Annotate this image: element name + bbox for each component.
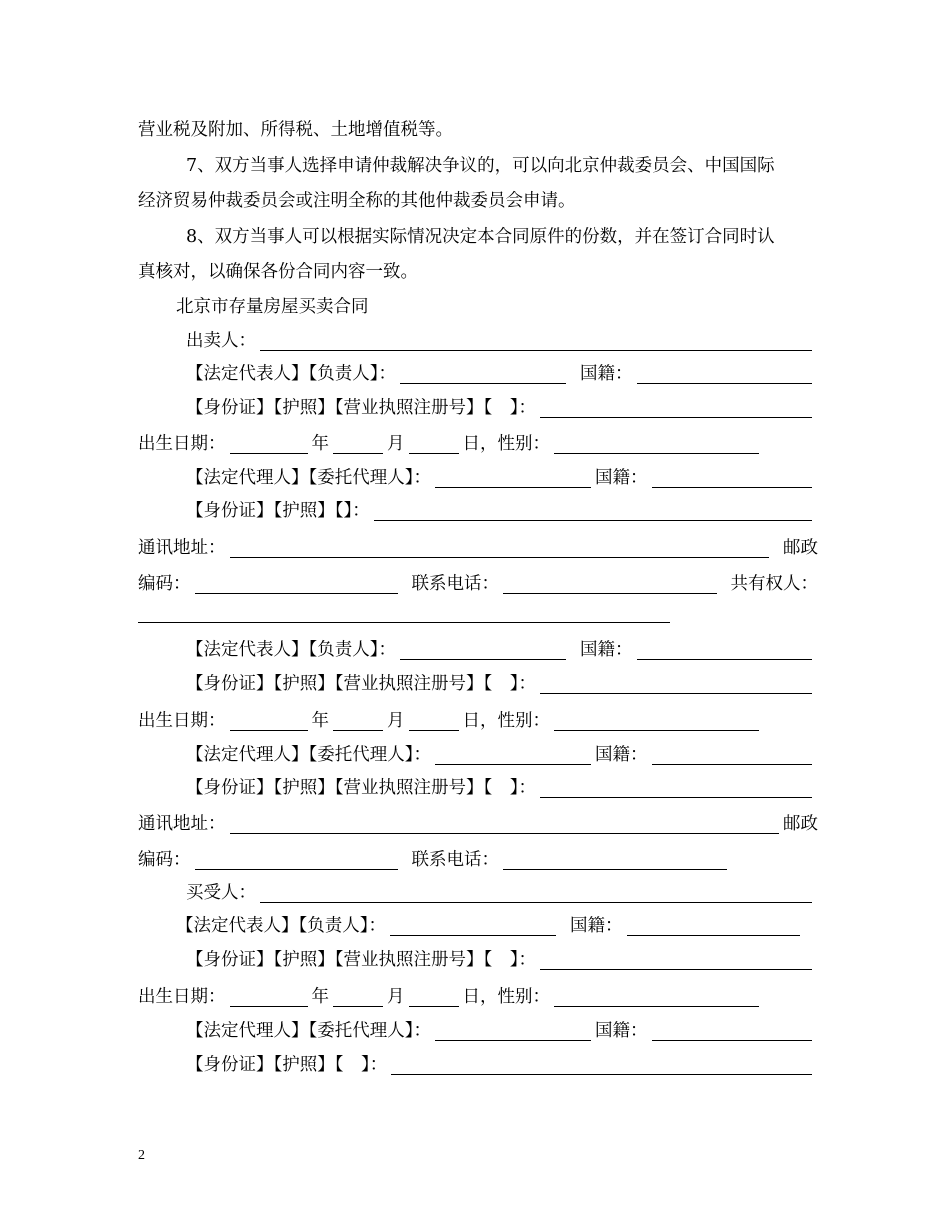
month-label: 月 (387, 711, 405, 731)
agent-nationality-field[interactable] (652, 1022, 813, 1041)
legal-rep-field[interactable] (400, 641, 566, 660)
co-owner-legal-rep-row (186, 638, 816, 662)
postal-label-part-2: 编码： (138, 574, 191, 594)
seller-postal-row (138, 572, 818, 596)
year-label: 年 (311, 987, 329, 1007)
id-label: 【身份证】【护照】【营业执照注册号】【 】： (186, 398, 536, 418)
paragraph-item-7-line-1: 7、双方当事人选择申请仲裁解决争议的，可以向北京仲裁委员会、中国国际 (186, 156, 775, 176)
month-label: 月 (387, 987, 405, 1007)
seller-id-row (186, 396, 816, 420)
birth-day-field[interactable] (409, 435, 459, 454)
seller-field[interactable] (260, 332, 812, 351)
co-owner-label: 共有权人： (730, 574, 818, 594)
id-label: 【身份证】【护照】【营业执照注册号】【 】： (186, 674, 536, 694)
co-owner-agent-id-row (186, 776, 816, 800)
id-field[interactable] (540, 675, 812, 694)
postal-code-field[interactable] (195, 851, 398, 870)
nationality-label: 国籍： (570, 916, 623, 936)
birth-month-field[interactable] (333, 712, 383, 731)
buyer-legal-rep-row (176, 914, 804, 938)
buyer-agent-row (186, 1019, 816, 1043)
seller-agent-row (186, 466, 816, 490)
page-number: 2 (138, 1148, 145, 1163)
birth-day-field[interactable] (409, 712, 459, 731)
legal-rep-label: 【法定代表人】【负责人】： (186, 640, 396, 660)
agent-nationality-field[interactable] (652, 746, 813, 765)
agent-id-field[interactable] (391, 1056, 812, 1075)
seller-address-row (138, 536, 818, 560)
birth-month-field[interactable] (333, 435, 383, 454)
day-gender-label: 日，性别： (462, 987, 550, 1007)
nationality-field[interactable] (637, 641, 813, 660)
address-label: 通讯地址： (138, 814, 226, 834)
paragraph-item-8-line-1: 8、双方当事人可以根据实际情况决定本合同原件的份数，并在签订合同时认 (186, 227, 775, 247)
phone-field[interactable] (503, 575, 717, 594)
nationality-label: 国籍： (580, 364, 633, 384)
seller-birth-row (138, 432, 818, 456)
buyer-label: 买受人： (186, 883, 256, 903)
nationality-label: 国籍： (580, 640, 633, 660)
id-field[interactable] (540, 951, 812, 970)
phone-field[interactable] (503, 851, 727, 870)
co-owner-field[interactable] (138, 622, 670, 623)
agent-field[interactable] (435, 1022, 591, 1041)
day-gender-label: 日，性别： (462, 711, 550, 731)
paragraph-tax-tail: 营业税及附加、所得税、土地增值税等。 (138, 120, 453, 140)
seller-row (186, 329, 816, 353)
legal-rep-field[interactable] (400, 365, 566, 384)
birth-year-field[interactable] (230, 712, 308, 731)
postal-code-field[interactable] (195, 575, 398, 594)
contract-title: 北京市存量房屋买卖合同 (176, 297, 369, 317)
phone-label: 联系电话： (411, 850, 499, 870)
agent-id-label: 【身份证】【护照】【 】： (186, 1055, 388, 1075)
birth-label: 出生日期： (138, 711, 226, 731)
phone-label: 联系电话： (411, 574, 499, 594)
address-field[interactable] (230, 539, 770, 558)
postal-label-part-1: 邮政 (783, 814, 818, 834)
gender-field[interactable] (554, 712, 759, 731)
birth-year-field[interactable] (230, 988, 308, 1007)
birth-month-field[interactable] (333, 988, 383, 1007)
postal-label-part-1: 邮政 (783, 538, 818, 558)
paragraph-item-7-line-2: 经济贸易仲裁委员会或注明全称的其他仲裁委员会申请。 (138, 191, 576, 211)
legal-rep-field[interactable] (390, 917, 556, 936)
birth-year-field[interactable] (230, 435, 308, 454)
month-label: 月 (387, 434, 405, 454)
agent-nationality-field[interactable] (652, 469, 813, 488)
agent-label: 【法定代理人】【委托代理人】： (186, 1021, 431, 1041)
agent-nationality-label: 国籍： (595, 745, 648, 765)
legal-rep-label: 【法定代表人】【负责人】： (186, 364, 396, 384)
nationality-field[interactable] (627, 917, 801, 936)
birth-label: 出生日期： (138, 434, 226, 454)
gender-field[interactable] (554, 435, 759, 454)
agent-field[interactable] (435, 469, 591, 488)
address-field[interactable] (230, 815, 780, 834)
legal-rep-label: 【法定代表人】【负责人】： (176, 916, 386, 936)
buyer-id-row (186, 948, 816, 972)
agent-id-label: 【身份证】【护照】【】： (186, 501, 370, 521)
seller-label: 出卖人： (186, 331, 256, 351)
co-owner-id-row (186, 672, 816, 696)
id-field[interactable] (540, 399, 812, 418)
agent-id-field[interactable] (374, 502, 812, 521)
nationality-field[interactable] (637, 365, 813, 384)
agent-label: 【法定代理人】【委托代理人】： (186, 745, 431, 765)
co-owner-postal-row (138, 848, 818, 872)
co-owner-birth-row (138, 709, 818, 733)
co-owner-agent-row (186, 743, 816, 767)
seller-agent-id-row (186, 499, 816, 523)
agent-nationality-label: 国籍： (595, 1021, 648, 1041)
agent-field[interactable] (435, 746, 591, 765)
agent-label: 【法定代理人】【委托代理人】： (186, 468, 431, 488)
id-label: 【身份证】【护照】【营业执照注册号】【 】： (186, 950, 536, 970)
day-gender-label: 日，性别： (462, 434, 550, 454)
seller-legal-rep-row (186, 362, 816, 386)
agent-id-label: 【身份证】【护照】【营业执照注册号】【 】： (186, 778, 536, 798)
birth-day-field[interactable] (409, 988, 459, 1007)
agent-nationality-label: 国籍： (595, 468, 648, 488)
buyer-field[interactable] (260, 884, 812, 903)
gender-field[interactable] (554, 988, 759, 1007)
co-owner-address-row (138, 812, 818, 836)
buyer-row (186, 881, 816, 905)
agent-id-field[interactable] (540, 779, 812, 798)
address-label: 通讯地址： (138, 538, 226, 558)
buyer-birth-row (138, 985, 818, 1009)
paragraph-item-8-line-2: 真核对，以确保各份合同内容一致。 (138, 262, 418, 282)
year-label: 年 (311, 434, 329, 454)
year-label: 年 (311, 711, 329, 731)
buyer-agent-id-row (186, 1053, 816, 1077)
postal-label-part-2: 编码： (138, 850, 191, 870)
birth-label: 出生日期： (138, 987, 226, 1007)
